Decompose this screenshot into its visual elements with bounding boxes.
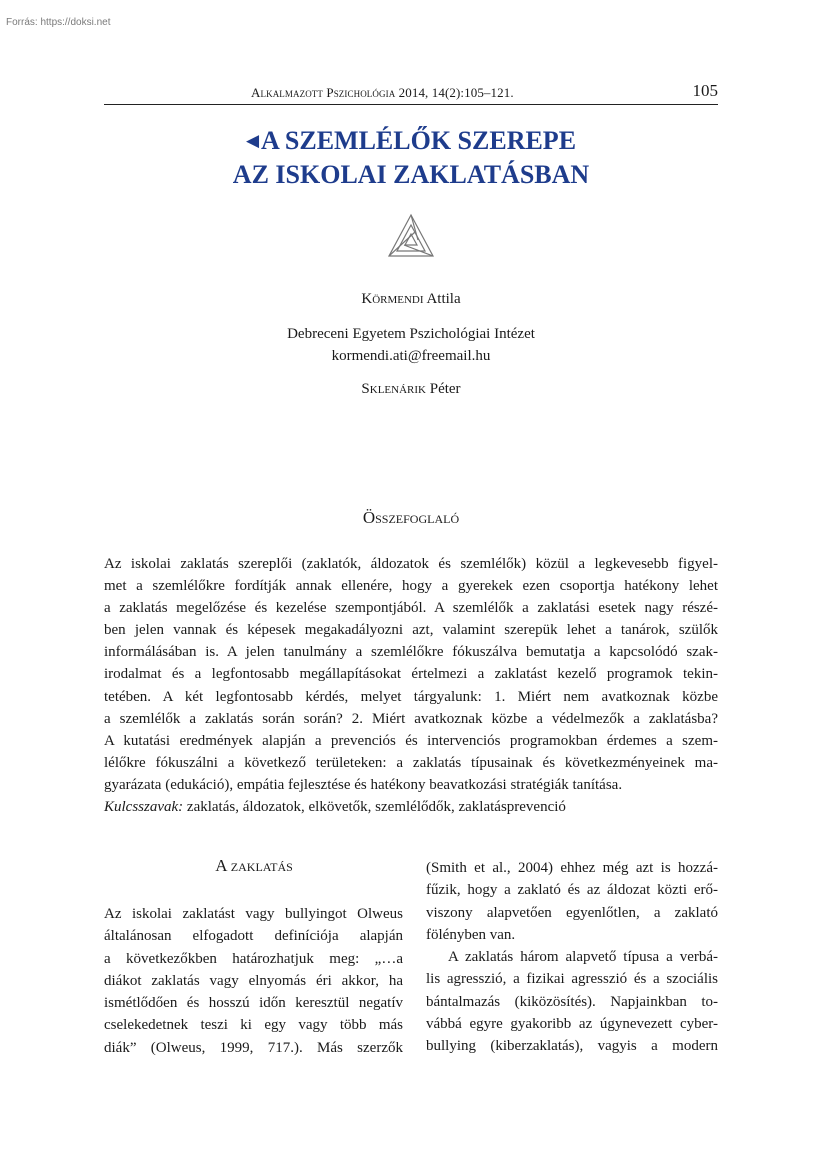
keywords: Kulcsszavak: zaklatás, áldozatok, elkövetők, szemlélődők, zaklatásprevenció [104, 799, 566, 816]
source-url: Forrás: https://doksi.net [6, 17, 111, 28]
abstract-line: irodalmat és a legfontosabb megállapításokat értelmezi a zaklatást kezelő programok tekin- [104, 666, 718, 683]
left-column-text [104, 903, 403, 1059]
journal-citation: Alkalmazott Pszichológia 2014, 14(2):105–121. [251, 85, 514, 100]
abstract-line: tetében. A két legfontosabb kérdés, melyet tárgyalunk: 1. Miért nem avatkoznak közbe [104, 688, 718, 705]
abstract-line: a zaklatás megelőzése és kezelése szempontjából. A szemlélők a zaklatási esetek nagy részé- [104, 600, 718, 617]
body-line: cselekedetnek teszi ki egy vagy több más [104, 1017, 403, 1034]
section-heading: A zaklatás [215, 856, 293, 875]
email-link[interactable]: kormendi.ati@freemail.hu [331, 348, 491, 364]
right-column-text [426, 857, 718, 1058]
body-line: A zaklatás három alapvető típusa a verbá- [448, 949, 718, 966]
abstract-line: lélőkre fókuszálni a következő területeken: a zaklatás típusainak és következményeinek ma- [104, 754, 718, 771]
author-2: Sklenárik Péter [361, 381, 461, 397]
abstract-line: Az iskolai zaklatás szereplői (zaklatók, áldozatok és szemlélők) közül a legkevesebb figyel- [104, 556, 718, 572]
abstract-line: a szemlélők a zaklatás során során? 2. Miért avatkoznak közbe a védelmezők a zaklatásba? [104, 710, 718, 727]
body-line: lis agresszió, a fizikai agresszió és a szociális [426, 971, 718, 988]
affiliation: Debreceni Egyetem Pszichológiai Intézet [287, 326, 535, 342]
body-line: vábbá egyre gyakoribb az úgynevezett cyber- [426, 1016, 718, 1033]
body-line: bántalmazás (kiközösítés). Napjainkban to- [426, 993, 718, 1010]
abstract-line: gyarázata (edukáció), empátia fejlesztése és hatékony beavatkozási stratégiák tanítása. [104, 776, 623, 793]
body-line: diákot zaklatás vagy elnyomás éri akkor, ha [104, 972, 403, 989]
abstract-line: A kutatási eredmények alapján a prevenciós és intervenciós programokban érdemes a szem- [104, 732, 718, 749]
page-number: 105 [692, 81, 718, 100]
body-line: (Smith et al., 2004) ehhez még azt is hozzá- [426, 860, 718, 876]
article-title [104, 124, 718, 192]
title-line-1: A SZEMLÉLŐK SZEREPE [261, 126, 577, 155]
body-line: fűzik, hogy a zaklató és az áldozat közti erő- [426, 882, 718, 899]
impossible-triangle-logo-icon [386, 212, 436, 262]
title-line-2: AZ ISKOLAI ZAKLATÁSBAN [232, 160, 590, 189]
body-line: ismétlődően és hosszú időn keresztül negatív [104, 995, 403, 1012]
body-line: Az iskolai zaklatást vagy bullyingot Olweus [104, 906, 403, 922]
body-line: a következőkben határozhatjuk meg: „…a [104, 950, 403, 967]
author-1: Körmendi Attila [361, 291, 461, 307]
abstract-body [104, 553, 718, 818]
body-line: viszony alapvetően egyenlőtlen, a zaklató [426, 904, 718, 921]
running-header [104, 80, 718, 105]
abstract-heading: Összefoglaló [362, 508, 460, 527]
abstract-line: ben jelen vannak és képesek megakadályozni azt, valamint szerepük lehet a tanárok, szülők [104, 622, 718, 639]
abstract-line: met a szemlélőkre fordítják annak ellenére, hogy a gyerekek ezen csoportja hatékony lehet [104, 578, 718, 595]
body-line: bullying (kiberzaklatás), vagyis a modern [426, 1038, 718, 1055]
back-triangle-icon[interactable]: ◀ [245, 131, 260, 150]
body-line: diák” (Olweus, 1999, 717.). Más szerzők [104, 1039, 403, 1056]
body-line: fölényben van. [426, 926, 516, 943]
abstract-line: informálásában is. A jelen tanulmány a szemlélőkre fókuszálva bemutatja a kapcsolódó szak- [104, 644, 718, 661]
body-line: általánosan elfogadott definíciója alapján [104, 928, 403, 945]
